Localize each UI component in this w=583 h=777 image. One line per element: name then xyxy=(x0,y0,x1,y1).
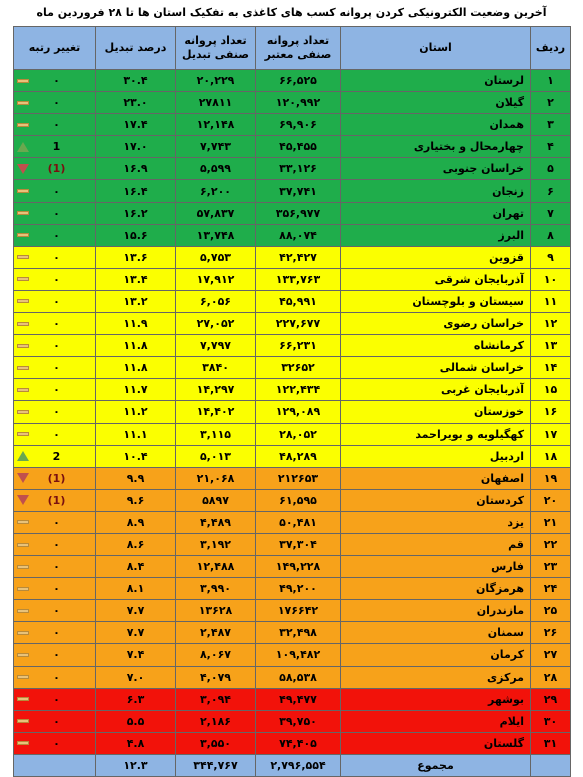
rank-change-value: ۰ xyxy=(53,96,60,110)
rank-change-value: ۰ xyxy=(53,339,60,353)
converted-licenses-cell: ۱۲,۱۴۸ xyxy=(176,114,256,136)
valid-licenses-cell: ۳۷,۷۴۱ xyxy=(256,180,341,202)
rank-change-value: ۰ xyxy=(53,294,60,308)
rank-cell: ۳۰ xyxy=(531,710,571,732)
rank-change-value: ۰ xyxy=(53,560,60,574)
valid-licenses-cell: ۳۹,۷۵۰ xyxy=(256,710,341,732)
header-rank: ردیف xyxy=(531,27,571,70)
valid-licenses-cell: ۲۱۲۶۵۳ xyxy=(256,467,341,489)
province-cell: خوزستان xyxy=(341,401,531,423)
rank-change-value: (1) xyxy=(47,162,66,176)
total-converted: ۳۴۴,۷۶۷ xyxy=(176,754,256,776)
rank-cell: ۱۷ xyxy=(531,423,571,445)
province-cell: قزوین xyxy=(341,246,531,268)
dash-icon xyxy=(17,322,29,326)
table-row xyxy=(14,600,571,622)
rank-change-cell xyxy=(14,70,96,92)
converted-licenses-cell: ۶,۲۰۰ xyxy=(176,180,256,202)
table-row xyxy=(14,578,571,600)
valid-licenses-cell: ۳۲۶۵۲ xyxy=(256,357,341,379)
table-row xyxy=(14,202,571,224)
table-row xyxy=(14,666,571,688)
dash-icon xyxy=(17,277,29,281)
rank-change-cell xyxy=(14,467,96,489)
dash-icon xyxy=(17,299,29,303)
rank-change-cell xyxy=(14,114,96,136)
dash-icon xyxy=(17,719,29,723)
table-row xyxy=(14,180,571,202)
percent-cell: ۱۷.۰ xyxy=(96,136,176,158)
converted-licenses-cell: ۵۷,۸۳۷ xyxy=(176,202,256,224)
converted-licenses-cell: ۳,۱۹۲ xyxy=(176,533,256,555)
converted-licenses-cell: ۱۴,۲۹۷ xyxy=(176,379,256,401)
rank-cell: ۲۷ xyxy=(531,644,571,666)
valid-licenses-cell: ۵۰,۴۸۱ xyxy=(256,511,341,533)
percent-cell: ۸.۱ xyxy=(96,578,176,600)
header-percent: درصد تبدیل xyxy=(96,27,176,70)
header-province: استان xyxy=(341,27,531,70)
province-cell: همدان xyxy=(341,114,531,136)
province-cell: گلستان xyxy=(341,732,531,754)
province-cell: مازندران xyxy=(341,600,531,622)
valid-licenses-cell: ۱۳۳,۷۶۳ xyxy=(256,268,341,290)
rank-change-value: ۰ xyxy=(53,427,60,441)
dash-icon xyxy=(17,565,29,569)
percent-cell: ۱۳.۶ xyxy=(96,246,176,268)
valid-licenses-cell: ۴۸,۲۸۹ xyxy=(256,445,341,467)
converted-licenses-cell: ۴,۴۸۹ xyxy=(176,511,256,533)
dash-icon xyxy=(17,410,29,414)
rank-change-value: ۰ xyxy=(53,405,60,419)
table-row xyxy=(14,556,571,578)
percent-cell: ۷.۷ xyxy=(96,622,176,644)
percent-cell: ۴.۸ xyxy=(96,732,176,754)
rank-change-cell xyxy=(14,224,96,246)
valid-licenses-cell: ۲۲۷,۶۷۷ xyxy=(256,313,341,335)
province-cell: سمنان xyxy=(341,622,531,644)
valid-licenses-cell: ۱۰۹,۴۸۲ xyxy=(256,644,341,666)
dash-icon xyxy=(17,79,29,83)
table-row xyxy=(14,467,571,489)
province-cell: خراسان رضوی xyxy=(341,313,531,335)
rank-change-cell xyxy=(14,92,96,114)
dash-icon xyxy=(17,697,29,701)
percent-cell: ۱۱.۲ xyxy=(96,401,176,423)
rank-change-cell xyxy=(14,158,96,180)
valid-licenses-cell: ۴۲,۴۲۷ xyxy=(256,246,341,268)
rank-cell: ۲۳ xyxy=(531,556,571,578)
dash-icon xyxy=(17,653,29,657)
converted-licenses-cell: ۲۰,۲۲۹ xyxy=(176,70,256,92)
rank-change-cell xyxy=(14,379,96,401)
percent-cell: ۱۱.۷ xyxy=(96,379,176,401)
dash-icon xyxy=(17,609,29,613)
total-valid: ۲,۷۹۶,۵۵۴ xyxy=(256,754,341,776)
table-row xyxy=(14,357,571,379)
table-row xyxy=(14,423,571,445)
table-row xyxy=(14,533,571,555)
valid-licenses-cell: ۳۳,۱۲۶ xyxy=(256,158,341,180)
rank-change-cell xyxy=(14,357,96,379)
valid-licenses-cell: ۳۷,۳۰۴ xyxy=(256,533,341,555)
dash-icon xyxy=(17,432,29,436)
rank-change-value: ۰ xyxy=(53,228,60,242)
rank-cell: ۲۶ xyxy=(531,622,571,644)
rank-cell: ۲ xyxy=(531,92,571,114)
table-row xyxy=(14,92,571,114)
province-cell: لرستان xyxy=(341,70,531,92)
province-cell: اصفهان xyxy=(341,467,531,489)
rank-change-value: ۰ xyxy=(53,670,60,684)
dash-icon xyxy=(17,388,29,392)
converted-licenses-cell: ۱۲,۴۸۸ xyxy=(176,556,256,578)
valid-licenses-cell: ۴۹,۴۷۷ xyxy=(256,688,341,710)
converted-licenses-cell: ۳,۹۹۰ xyxy=(176,578,256,600)
province-license-table xyxy=(13,26,571,777)
rank-cell: ۲۰ xyxy=(531,489,571,511)
percent-cell: ۹.۶ xyxy=(96,489,176,511)
dash-icon xyxy=(17,366,29,370)
total-rank-cell xyxy=(531,754,571,776)
converted-licenses-cell: ۶,۰۵۶ xyxy=(176,290,256,312)
percent-cell: ۳۰.۴ xyxy=(96,70,176,92)
rank-change-value: ۰ xyxy=(53,361,60,375)
table-row xyxy=(14,335,571,357)
rank-cell: ۹ xyxy=(531,246,571,268)
valid-licenses-cell: ۳۲,۴۹۸ xyxy=(256,622,341,644)
valid-licenses-cell: ۱۷۶۶۴۲ xyxy=(256,600,341,622)
province-cell: گیلان xyxy=(341,92,531,114)
table-row xyxy=(14,445,571,467)
valid-licenses-cell: ۷۴,۴۰۵ xyxy=(256,732,341,754)
converted-licenses-cell: ۲,۱۸۶ xyxy=(176,710,256,732)
valid-licenses-cell: ۱۲۰,۹۹۲ xyxy=(256,92,341,114)
converted-licenses-cell: ۵,۵۹۹ xyxy=(176,158,256,180)
rank-cell: ۱۵ xyxy=(531,379,571,401)
province-cell: آذربایجان غربی xyxy=(341,379,531,401)
rank-change-cell xyxy=(14,533,96,555)
rank-change-value: ۰ xyxy=(53,317,60,331)
converted-licenses-cell: ۳,۱۱۵ xyxy=(176,423,256,445)
rank-change-cell xyxy=(14,423,96,445)
province-cell: سیستان و بلوچستان xyxy=(341,290,531,312)
rank-change-cell xyxy=(14,511,96,533)
rank-cell: ۱۰ xyxy=(531,268,571,290)
rank-cell: ۱۸ xyxy=(531,445,571,467)
percent-cell: ۱۳.۴ xyxy=(96,268,176,290)
rank-cell: ۶ xyxy=(531,180,571,202)
dash-icon xyxy=(17,344,29,348)
percent-cell: ۱۵.۶ xyxy=(96,224,176,246)
percent-cell: ۷.۴ xyxy=(96,644,176,666)
rank-change-value: ۰ xyxy=(53,250,60,264)
rank-change-value: ۰ xyxy=(53,74,60,88)
rank-change-value: ۰ xyxy=(53,692,60,706)
rank-change-value: ۰ xyxy=(53,383,60,397)
converted-licenses-cell: ۸,۰۶۷ xyxy=(176,644,256,666)
province-cell: تهران xyxy=(341,202,531,224)
rank-change-cell xyxy=(14,600,96,622)
rank-cell: ۱۳ xyxy=(531,335,571,357)
table-row xyxy=(14,688,571,710)
province-cell: فارس xyxy=(341,556,531,578)
total-label: مجموع xyxy=(341,754,531,776)
percent-cell: ۱۳.۲ xyxy=(96,290,176,312)
rank-change-cell xyxy=(14,710,96,732)
dash-icon xyxy=(17,123,29,127)
rank-cell: ۳ xyxy=(531,114,571,136)
dash-icon xyxy=(17,631,29,635)
province-cell: ایلام xyxy=(341,710,531,732)
converted-licenses-cell: ۵,۰۱۳ xyxy=(176,445,256,467)
percent-cell: ۹.۹ xyxy=(96,467,176,489)
down-triangle-icon xyxy=(17,473,29,483)
rank-cell: ۲۴ xyxy=(531,578,571,600)
rank-change-cell xyxy=(14,335,96,357)
rank-cell: ۱۹ xyxy=(531,467,571,489)
table-row xyxy=(14,710,571,732)
valid-licenses-cell: ۵۸,۵۳۸ xyxy=(256,666,341,688)
rank-cell: ۲۱ xyxy=(531,511,571,533)
dash-icon xyxy=(17,587,29,591)
report-title: آخرین وضعیت الکترونیکی کردن پروانه کسب های کاغذی به تفکیک استان ها تا ۲۸ فروردین ماه xyxy=(36,6,547,19)
rank-change-cell xyxy=(14,644,96,666)
percent-cell: ۷.۷ xyxy=(96,600,176,622)
rank-change-cell xyxy=(14,202,96,224)
total-row xyxy=(14,754,571,776)
up-triangle-icon xyxy=(17,451,29,461)
dash-icon xyxy=(17,741,29,745)
rank-change-cell xyxy=(14,313,96,335)
rank-cell: ۱۶ xyxy=(531,401,571,423)
rank-change-value: ۰ xyxy=(53,604,60,618)
valid-licenses-cell: ۱۲۲,۴۳۴ xyxy=(256,379,341,401)
valid-licenses-cell: ۶۶,۵۲۵ xyxy=(256,70,341,92)
converted-licenses-cell: ۲۷۸۱۱ xyxy=(176,92,256,114)
total-percent: ۱۲.۳ xyxy=(96,754,176,776)
rank-change-cell xyxy=(14,268,96,290)
rank-change-value: ۰ xyxy=(53,206,60,220)
table-row xyxy=(14,401,571,423)
dash-icon xyxy=(17,675,29,679)
dash-icon xyxy=(17,520,29,524)
rank-change-cell xyxy=(14,666,96,688)
down-triangle-icon xyxy=(17,495,29,505)
rank-cell: ۱۴ xyxy=(531,357,571,379)
rank-cell: ۲۹ xyxy=(531,688,571,710)
rank-cell: ۳۱ xyxy=(531,732,571,754)
dash-icon xyxy=(17,211,29,215)
rank-cell: ۲۵ xyxy=(531,600,571,622)
percent-cell: ۱۷.۴ xyxy=(96,114,176,136)
converted-licenses-cell: ۲۷,۰۵۲ xyxy=(176,313,256,335)
rank-change-value: ۰ xyxy=(53,736,60,750)
converted-licenses-cell: ۳۸۴۰ xyxy=(176,357,256,379)
rank-change-value: ۰ xyxy=(53,184,60,198)
converted-licenses-cell: ۱۴,۴۰۲ xyxy=(176,401,256,423)
valid-licenses-cell: ۱۴۹,۲۲۸ xyxy=(256,556,341,578)
rank-cell: ۴ xyxy=(531,136,571,158)
rank-cell: ۱۱ xyxy=(531,290,571,312)
valid-licenses-cell: ۲۸,۰۵۲ xyxy=(256,423,341,445)
percent-cell: ۶.۳ xyxy=(96,688,176,710)
rank-change-value: ۰ xyxy=(53,582,60,596)
province-cell: مرکزی xyxy=(341,666,531,688)
table-row xyxy=(14,644,571,666)
rank-change-cell xyxy=(14,622,96,644)
rank-cell: ۵ xyxy=(531,158,571,180)
province-cell: آذربایجان شرقی xyxy=(341,268,531,290)
province-cell: البرز xyxy=(341,224,531,246)
rank-change-cell xyxy=(14,445,96,467)
table-row xyxy=(14,70,571,92)
valid-licenses-cell: ۶۹,۹۰۶ xyxy=(256,114,341,136)
table-row xyxy=(14,290,571,312)
province-cell: هرمزگان xyxy=(341,578,531,600)
table-row xyxy=(14,136,571,158)
rank-cell: ۱ xyxy=(531,70,571,92)
converted-licenses-cell: ۳,۰۹۴ xyxy=(176,688,256,710)
valid-licenses-cell: ۴۵,۴۵۵ xyxy=(256,136,341,158)
table-row xyxy=(14,732,571,754)
table-row xyxy=(14,158,571,180)
percent-cell: ۸.۹ xyxy=(96,511,176,533)
valid-licenses-cell: ۳۵۶,۹۷۷ xyxy=(256,202,341,224)
province-cell: اردبیل xyxy=(341,445,531,467)
table-body xyxy=(14,70,571,755)
converted-licenses-cell: ۲,۴۸۷ xyxy=(176,622,256,644)
rank-change-cell xyxy=(14,578,96,600)
table-row xyxy=(14,313,571,335)
dash-icon xyxy=(17,255,29,259)
valid-licenses-cell: ۴۵,۹۹۱ xyxy=(256,290,341,312)
percent-cell: ۱۶.۹ xyxy=(96,158,176,180)
percent-cell: ۱۱.۱ xyxy=(96,423,176,445)
rank-change-value: ۰ xyxy=(53,626,60,640)
percent-cell: ۸.۴ xyxy=(96,556,176,578)
province-cell: یزد xyxy=(341,511,531,533)
header-valid-licenses: تعداد پروانه صنفی معتبر xyxy=(256,27,341,70)
rank-change-cell xyxy=(14,732,96,754)
rank-change-value: ۰ xyxy=(53,714,60,728)
valid-licenses-cell: ۸۸,۰۷۴ xyxy=(256,224,341,246)
total-change-cell xyxy=(14,754,96,776)
province-cell: بوشهر xyxy=(341,688,531,710)
rank-cell: ۸ xyxy=(531,224,571,246)
valid-licenses-cell: ۶۶,۲۳۱ xyxy=(256,335,341,357)
rank-change-cell xyxy=(14,290,96,312)
rank-change-value: ۰ xyxy=(53,648,60,662)
province-cell: قم xyxy=(341,533,531,555)
rank-change-value: ۰ xyxy=(53,272,60,286)
up-triangle-icon xyxy=(17,142,29,152)
percent-cell: ۱۶.۴ xyxy=(96,180,176,202)
rank-cell: ۲۸ xyxy=(531,666,571,688)
table-row xyxy=(14,622,571,644)
dash-icon xyxy=(17,101,29,105)
province-cell: خراسان جنوبی xyxy=(341,158,531,180)
dash-icon xyxy=(17,543,29,547)
rank-change-value: (1) xyxy=(47,471,66,485)
province-cell: زنجان xyxy=(341,180,531,202)
percent-cell: ۱۶.۲ xyxy=(96,202,176,224)
converted-licenses-cell: ۴,۰۷۹ xyxy=(176,666,256,688)
percent-cell: ۸.۶ xyxy=(96,533,176,555)
rank-change-cell xyxy=(14,180,96,202)
table-row xyxy=(14,379,571,401)
table-row xyxy=(14,114,571,136)
rank-cell: ۱۲ xyxy=(531,313,571,335)
table-row xyxy=(14,246,571,268)
dash-icon xyxy=(17,233,29,237)
down-triangle-icon xyxy=(17,164,29,174)
rank-change-value: (1) xyxy=(47,493,66,507)
header-rank-change: تغییر رتبه xyxy=(14,27,96,70)
converted-licenses-cell: ۱۷,۹۱۲ xyxy=(176,268,256,290)
rank-change-value: 1 xyxy=(52,140,61,154)
rank-change-cell xyxy=(14,688,96,710)
converted-licenses-cell: ۱۳۶۲۸ xyxy=(176,600,256,622)
province-cell: کرمان xyxy=(341,644,531,666)
converted-licenses-cell: ۷,۷۴۳ xyxy=(176,136,256,158)
table-row xyxy=(14,268,571,290)
converted-licenses-cell: ۳,۵۵۰ xyxy=(176,732,256,754)
percent-cell: ۷.۰ xyxy=(96,666,176,688)
rank-cell: ۷ xyxy=(531,202,571,224)
percent-cell: ۱۱.۸ xyxy=(96,357,176,379)
rank-change-value: ۰ xyxy=(53,515,60,529)
valid-licenses-cell: ۴۹,۲۰۰ xyxy=(256,578,341,600)
header-converted-licenses: تعداد پروانه صنفی تبدیل xyxy=(176,27,256,70)
rank-cell: ۲۲ xyxy=(531,533,571,555)
province-cell: کردستان xyxy=(341,489,531,511)
converted-licenses-cell: ۱۳,۷۴۸ xyxy=(176,224,256,246)
percent-cell: ۱۱.۹ xyxy=(96,313,176,335)
province-cell: خراسان شمالی xyxy=(341,357,531,379)
converted-licenses-cell: ۷,۷۹۷ xyxy=(176,335,256,357)
converted-licenses-cell: ۵,۷۵۳ xyxy=(176,246,256,268)
table-row xyxy=(14,511,571,533)
rank-change-cell xyxy=(14,556,96,578)
province-cell: چهارمحال و بختیاری xyxy=(341,136,531,158)
percent-cell: ۲۳.۰ xyxy=(96,92,176,114)
converted-licenses-cell: ۲۱,۰۶۸ xyxy=(176,467,256,489)
table-row xyxy=(14,224,571,246)
rank-change-value: ۰ xyxy=(53,118,60,132)
percent-cell: ۱۰.۴ xyxy=(96,445,176,467)
rank-change-cell xyxy=(14,489,96,511)
converted-licenses-cell: ۵۸۹۷ xyxy=(176,489,256,511)
rank-change-cell xyxy=(14,136,96,158)
valid-licenses-cell: ۶۱,۵۹۵ xyxy=(256,489,341,511)
rank-change-value: ۰ xyxy=(53,538,60,552)
rank-change-value: 2 xyxy=(52,449,61,463)
percent-cell: ۵.۵ xyxy=(96,710,176,732)
province-cell: کهگیلویه و بویراحمد xyxy=(341,423,531,445)
header-row xyxy=(14,27,571,70)
rank-change-cell xyxy=(14,246,96,268)
table-row xyxy=(14,489,571,511)
valid-licenses-cell: ۱۲۹,۰۸۹ xyxy=(256,401,341,423)
percent-cell: ۱۱.۸ xyxy=(96,335,176,357)
province-cell: کرمانشاه xyxy=(341,335,531,357)
rank-change-cell xyxy=(14,401,96,423)
dash-icon xyxy=(17,189,29,193)
